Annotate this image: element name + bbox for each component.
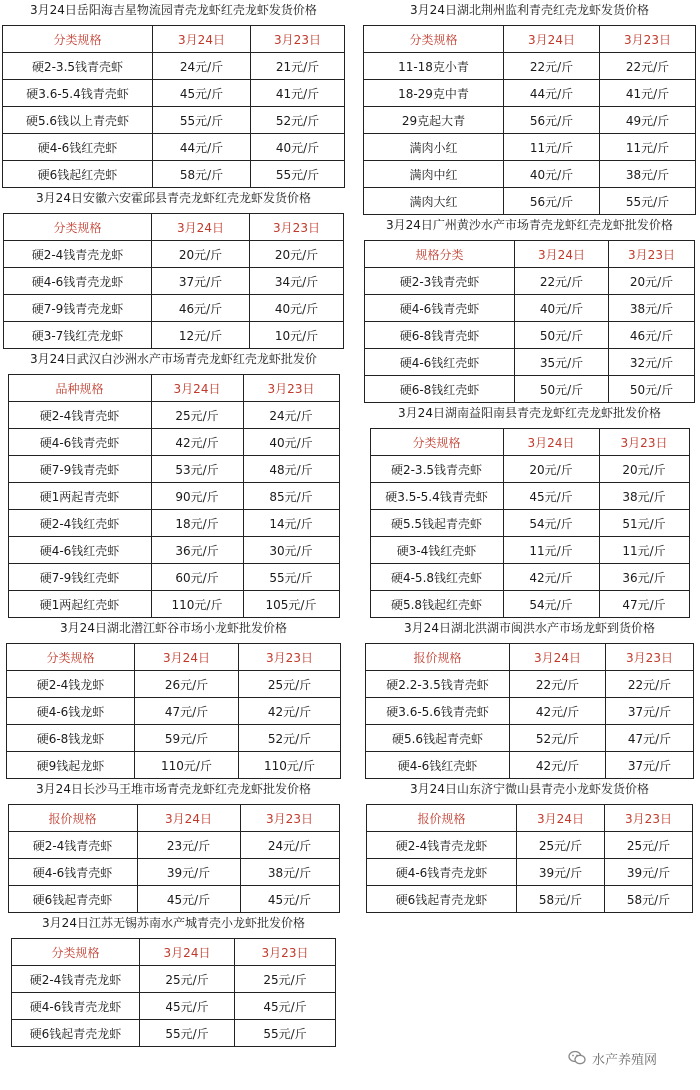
price-cell: 30元/斤 <box>243 537 339 564</box>
price-cell: 105元/斤 <box>243 591 339 618</box>
header-cell: 3月23日 <box>243 375 339 402</box>
table-row <box>3 53 345 80</box>
price-cell: 56元/斤 <box>504 107 600 134</box>
table-row <box>8 429 339 456</box>
table-row <box>364 134 696 161</box>
spec-cell: 硬4-5.8钱红壳虾 <box>370 564 503 591</box>
price-table <box>2 25 345 188</box>
price-cell: 12元/斤 <box>152 322 250 349</box>
table-row <box>4 241 344 268</box>
price-cell: 47元/斤 <box>606 725 694 752</box>
price-cell: 54元/斤 <box>503 510 599 537</box>
price-section <box>2 618 345 779</box>
table-row <box>4 295 344 322</box>
header-cell: 3月24日 <box>517 805 605 832</box>
table-row <box>3 107 345 134</box>
price-cell: 90元/斤 <box>151 483 243 510</box>
price-cell: 24元/斤 <box>153 53 251 80</box>
spec-cell: 硬2-4钱青壳龙虾 <box>367 832 517 859</box>
header-cell: 3月23日 <box>606 644 694 671</box>
price-cell: 25元/斤 <box>605 832 693 859</box>
price-cell: 110元/斤 <box>135 752 239 779</box>
price-cell: 58元/斤 <box>153 161 251 188</box>
price-section <box>2 913 345 1047</box>
price-cell: 39元/斤 <box>605 859 693 886</box>
price-cell: 22元/斤 <box>515 268 609 295</box>
table-row <box>12 993 336 1020</box>
spec-cell: 硬4-6钱青壳龙虾 <box>12 993 140 1020</box>
spec-cell: 11-18克小青 <box>364 53 504 80</box>
price-cell: 42元/斤 <box>151 429 243 456</box>
table-header-row <box>3 26 345 53</box>
spec-cell: 硬4-6钱红壳虾 <box>8 537 151 564</box>
header-cell: 3月23日 <box>609 241 695 268</box>
table-row <box>367 832 693 859</box>
spec-cell: 硬6钱起青壳虾 <box>8 886 137 913</box>
section-title: 3月24日武汉白沙洲水产市场青壳龙虾红壳龙虾批发价 <box>30 352 317 366</box>
table-row <box>367 886 693 913</box>
price-cell: 55元/斤 <box>235 1020 336 1047</box>
section-title: 3月24日湖北荆州监利青壳红壳龙虾发货价格 <box>410 3 649 17</box>
price-section <box>362 403 697 618</box>
section-title: 3月24日山东济宁微山县青壳小龙虾发货价格 <box>410 782 649 796</box>
spec-cell: 硬2.2-3.5钱青壳虾 <box>366 671 510 698</box>
header-cell: 3月23日 <box>605 805 693 832</box>
price-cell: 11元/斤 <box>504 134 600 161</box>
section-title: 3月24日长沙马王堆市场青壳龙虾红壳龙虾批发价格 <box>36 782 311 796</box>
price-cell: 45元/斤 <box>140 993 235 1020</box>
price-cell: 44元/斤 <box>153 134 251 161</box>
price-cell: 41元/斤 <box>600 80 696 107</box>
price-section <box>362 215 697 403</box>
header-cell: 报价规格 <box>367 805 517 832</box>
header-cell: 报价规格 <box>366 644 510 671</box>
table-row <box>4 322 344 349</box>
price-cell: 58元/斤 <box>517 886 605 913</box>
table-row <box>365 295 695 322</box>
spec-cell: 硬2-4钱青壳龙虾 <box>4 241 152 268</box>
price-table <box>363 25 696 215</box>
price-table <box>3 213 344 349</box>
table-row <box>8 886 339 913</box>
price-cell: 55元/斤 <box>153 107 251 134</box>
table-header-row <box>8 375 339 402</box>
table-row <box>4 268 344 295</box>
header-cell: 分类规格 <box>3 26 153 53</box>
section-title: 3月24日岳阳海吉星物流园青壳龙虾红壳龙虾发货价格 <box>30 3 317 17</box>
table-row <box>8 456 339 483</box>
price-cell: 42元/斤 <box>510 698 606 725</box>
table-row <box>12 1020 336 1047</box>
header-cell: 规格分类 <box>365 241 515 268</box>
table-row <box>370 483 689 510</box>
table-row <box>3 134 345 161</box>
table-row <box>365 268 695 295</box>
price-cell: 18元/斤 <box>151 510 243 537</box>
spec-cell: 满肉中红 <box>364 161 504 188</box>
spec-cell: 硬2-3.5钱青壳虾 <box>370 456 503 483</box>
price-cell: 48元/斤 <box>243 456 339 483</box>
spec-cell: 硬4-6钱红壳虾 <box>366 752 510 779</box>
price-cell: 40元/斤 <box>250 295 344 322</box>
spec-cell: 满肉小红 <box>364 134 504 161</box>
table-row <box>370 510 689 537</box>
price-cell: 22元/斤 <box>606 671 694 698</box>
spec-cell: 硬2-4钱青壳虾 <box>8 402 151 429</box>
spec-cell: 硬5.8钱起红壳虾 <box>370 591 503 618</box>
price-cell: 50元/斤 <box>609 376 695 403</box>
price-section <box>2 188 345 349</box>
table-row <box>12 966 336 993</box>
price-cell: 53元/斤 <box>151 456 243 483</box>
table-header-row <box>8 805 339 832</box>
price-cell: 49元/斤 <box>600 107 696 134</box>
price-cell: 45元/斤 <box>137 886 240 913</box>
section-title: 3月24日湖北潜江虾谷市场小龙虾批发价格 <box>60 621 287 635</box>
header-cell: 3月24日 <box>504 26 600 53</box>
spec-cell: 硬1两起红壳虾 <box>8 591 151 618</box>
price-section <box>362 618 697 779</box>
price-cell: 42元/斤 <box>503 564 599 591</box>
price-table <box>6 643 341 779</box>
header-cell: 3月24日 <box>151 375 243 402</box>
price-cell: 51元/斤 <box>599 510 689 537</box>
header-cell: 3月23日 <box>600 26 696 53</box>
price-cell: 39元/斤 <box>517 859 605 886</box>
price-cell: 45元/斤 <box>235 993 336 1020</box>
table-row <box>7 752 341 779</box>
price-cell: 36元/斤 <box>151 537 243 564</box>
price-cell: 26元/斤 <box>135 671 239 698</box>
header-cell: 报价规格 <box>8 805 137 832</box>
spec-cell: 硬2-3.5钱青壳虾 <box>3 53 153 80</box>
wechat-bubble-icon <box>568 1050 586 1066</box>
spec-cell: 硬6钱起青壳龙虾 <box>367 886 517 913</box>
price-cell: 39元/斤 <box>137 859 240 886</box>
header-cell: 3月23日 <box>240 805 339 832</box>
price-table <box>370 428 690 618</box>
spec-cell: 硬4-6钱红壳虾 <box>3 134 153 161</box>
price-cell: 45元/斤 <box>240 886 339 913</box>
header-cell: 分类规格 <box>364 26 504 53</box>
watermark <box>568 1047 692 1069</box>
price-cell: 38元/斤 <box>609 295 695 322</box>
table-row <box>8 537 339 564</box>
spec-cell: 18-29克中青 <box>364 80 504 107</box>
table-row <box>3 161 345 188</box>
spec-cell: 硬3-4钱红壳虾 <box>370 537 503 564</box>
header-cell: 3月24日 <box>510 644 606 671</box>
table-header-row <box>7 644 341 671</box>
price-table <box>11 938 336 1047</box>
table-row <box>367 859 693 886</box>
price-cell: 59元/斤 <box>135 725 239 752</box>
spec-cell: 硬5.6钱起青壳虾 <box>366 725 510 752</box>
price-section <box>2 0 345 188</box>
table-row <box>8 859 339 886</box>
price-cell: 46元/斤 <box>609 322 695 349</box>
spec-cell: 硬6钱起红壳虾 <box>3 161 153 188</box>
price-table <box>366 804 693 913</box>
right-column <box>362 0 697 913</box>
table-row <box>364 53 696 80</box>
table-row <box>365 376 695 403</box>
table-row <box>7 698 341 725</box>
price-cell: 40元/斤 <box>504 161 600 188</box>
price-table <box>364 240 695 403</box>
spec-cell: 硬4-6钱青壳虾 <box>8 429 151 456</box>
spec-cell: 硬4-6钱龙虾 <box>7 698 135 725</box>
table-row <box>364 188 696 215</box>
table-row <box>364 80 696 107</box>
table-row <box>370 564 689 591</box>
price-cell: 20元/斤 <box>599 456 689 483</box>
price-cell: 21元/斤 <box>251 53 345 80</box>
price-cell: 36元/斤 <box>599 564 689 591</box>
table-row <box>370 537 689 564</box>
left-column <box>2 0 345 1047</box>
header-cell: 品种规格 <box>8 375 151 402</box>
table-row <box>370 456 689 483</box>
table-header-row <box>366 644 694 671</box>
price-cell: 60元/斤 <box>151 564 243 591</box>
price-cell: 40元/斤 <box>243 429 339 456</box>
price-cell: 34元/斤 <box>250 268 344 295</box>
price-cell: 40元/斤 <box>515 295 609 322</box>
section-title: 3月24日江苏无锡苏南水产城青壳小龙虾批发价格 <box>42 916 305 930</box>
spec-cell: 硬2-4钱青壳虾 <box>8 832 137 859</box>
price-section <box>2 349 345 618</box>
price-cell: 42元/斤 <box>239 698 341 725</box>
price-cell: 24元/斤 <box>243 402 339 429</box>
price-section <box>362 779 697 913</box>
price-table <box>8 804 340 913</box>
price-cell: 24元/斤 <box>240 832 339 859</box>
price-cell: 56元/斤 <box>504 188 600 215</box>
table-row <box>8 832 339 859</box>
price-cell: 25元/斤 <box>239 671 341 698</box>
price-cell: 20元/斤 <box>609 268 695 295</box>
price-cell: 55元/斤 <box>140 1020 235 1047</box>
price-cell: 32元/斤 <box>609 349 695 376</box>
spec-cell: 硬2-4钱红壳虾 <box>8 510 151 537</box>
price-cell: 44元/斤 <box>504 80 600 107</box>
price-cell: 20元/斤 <box>503 456 599 483</box>
price-cell: 38元/斤 <box>599 483 689 510</box>
table-row <box>366 752 694 779</box>
section-title: 3月24日广州黄沙水产市场青壳龙虾红壳龙虾批发价格 <box>386 218 673 232</box>
spec-cell: 硬7-9钱青壳龙虾 <box>4 295 152 322</box>
table-header-row <box>12 939 336 966</box>
price-cell: 54元/斤 <box>503 591 599 618</box>
price-cell: 35元/斤 <box>515 349 609 376</box>
price-cell: 10元/斤 <box>250 322 344 349</box>
header-cell: 3月24日 <box>503 429 599 456</box>
spec-cell: 硬3-7钱红壳龙虾 <box>4 322 152 349</box>
spec-cell: 硬4-6钱青壳虾 <box>8 859 137 886</box>
header-cell: 分类规格 <box>4 214 152 241</box>
header-cell: 3月23日 <box>239 644 341 671</box>
spec-cell: 硬6-8钱龙虾 <box>7 725 135 752</box>
price-cell: 37元/斤 <box>606 752 694 779</box>
spec-cell: 硬4-6钱青壳虾 <box>365 295 515 322</box>
table-row <box>370 591 689 618</box>
table-header-row <box>364 26 696 53</box>
spec-cell: 硬2-3钱青壳虾 <box>365 268 515 295</box>
spec-cell: 硬5.6钱以上青壳虾 <box>3 107 153 134</box>
section-title: 3月24日安徽六安霍邱县青壳龙虾红壳龙虾发货价格 <box>36 191 311 205</box>
price-cell: 25元/斤 <box>517 832 605 859</box>
table-row <box>7 671 341 698</box>
spec-cell: 硬6-8钱青壳虾 <box>365 322 515 349</box>
price-cell: 42元/斤 <box>510 752 606 779</box>
price-cell: 110元/斤 <box>239 752 341 779</box>
price-cell: 52元/斤 <box>239 725 341 752</box>
price-cell: 11元/斤 <box>600 134 696 161</box>
header-cell: 分类规格 <box>12 939 140 966</box>
table-row <box>366 698 694 725</box>
price-cell: 47元/斤 <box>135 698 239 725</box>
spec-cell: 满肉大红 <box>364 188 504 215</box>
price-cell: 110元/斤 <box>151 591 243 618</box>
price-table <box>8 374 340 618</box>
header-cell: 3月23日 <box>599 429 689 456</box>
header-cell: 3月24日 <box>137 805 240 832</box>
table-header-row <box>365 241 695 268</box>
table-row <box>8 564 339 591</box>
spec-cell: 硬7-9钱青壳虾 <box>8 456 151 483</box>
price-cell: 22元/斤 <box>510 671 606 698</box>
spec-cell: 硬1两起青壳虾 <box>8 483 151 510</box>
table-row <box>8 510 339 537</box>
table-row <box>365 349 695 376</box>
spec-cell: 硬6钱起青壳龙虾 <box>12 1020 140 1047</box>
table-row <box>366 671 694 698</box>
price-cell: 45元/斤 <box>503 483 599 510</box>
price-cell: 52元/斤 <box>251 107 345 134</box>
price-cell: 46元/斤 <box>152 295 250 322</box>
price-cell: 25元/斤 <box>235 966 336 993</box>
table-row <box>8 483 339 510</box>
table-header-row <box>370 429 689 456</box>
price-cell: 38元/斤 <box>240 859 339 886</box>
spec-cell: 硬6-8钱红壳虾 <box>365 376 515 403</box>
price-cell: 23元/斤 <box>137 832 240 859</box>
spec-cell: 硬4-6钱青壳龙虾 <box>4 268 152 295</box>
table-row <box>8 402 339 429</box>
price-section <box>362 0 697 215</box>
price-cell: 40元/斤 <box>251 134 345 161</box>
price-cell: 25元/斤 <box>151 402 243 429</box>
price-cell: 11元/斤 <box>599 537 689 564</box>
section-title: 3月24日湖北洪湖市闽洪水产市场龙虾到货价格 <box>404 621 655 635</box>
spec-cell: 硬4-6钱青壳龙虾 <box>367 859 517 886</box>
watermark-text: 水产养殖网 <box>592 1052 658 1068</box>
price-cell: 14元/斤 <box>243 510 339 537</box>
table-row <box>3 80 345 107</box>
spec-cell: 硬3.5-5.4钱青壳虾 <box>370 483 503 510</box>
header-cell: 3月24日 <box>135 644 239 671</box>
spec-cell: 硬2-4钱青壳龙虾 <box>12 966 140 993</box>
header-cell: 3月23日 <box>235 939 336 966</box>
header-cell: 3月23日 <box>251 26 345 53</box>
price-cell: 20元/斤 <box>250 241 344 268</box>
price-cell: 37元/斤 <box>152 268 250 295</box>
header-cell: 分类规格 <box>7 644 135 671</box>
table-row <box>366 725 694 752</box>
price-cell: 50元/斤 <box>515 376 609 403</box>
spec-cell: 硬3.6-5.4钱青壳虾 <box>3 80 153 107</box>
table-row <box>7 725 341 752</box>
spec-cell: 硬7-9钱红壳虾 <box>8 564 151 591</box>
table-header-row <box>367 805 693 832</box>
price-table <box>365 643 694 779</box>
header-cell: 3月23日 <box>250 214 344 241</box>
price-cell: 55元/斤 <box>251 161 345 188</box>
table-row <box>364 107 696 134</box>
header-cell: 3月24日 <box>153 26 251 53</box>
header-cell: 分类规格 <box>370 429 503 456</box>
spec-cell: 硬5.5钱起青壳虾 <box>370 510 503 537</box>
header-cell: 3月24日 <box>515 241 609 268</box>
spec-cell: 硬9钱起龙虾 <box>7 752 135 779</box>
table-header-row <box>4 214 344 241</box>
spec-cell: 硬2-4钱龙虾 <box>7 671 135 698</box>
price-cell: 38元/斤 <box>600 161 696 188</box>
spec-cell: 硬4-6钱红壳虾 <box>365 349 515 376</box>
price-cell: 47元/斤 <box>599 591 689 618</box>
price-cell: 55元/斤 <box>243 564 339 591</box>
price-cell: 11元/斤 <box>503 537 599 564</box>
price-cell: 52元/斤 <box>510 725 606 752</box>
price-cell: 50元/斤 <box>515 322 609 349</box>
price-cell: 20元/斤 <box>152 241 250 268</box>
table-row <box>8 591 339 618</box>
table-row <box>365 322 695 349</box>
table-row <box>364 161 696 188</box>
price-cell: 22元/斤 <box>504 53 600 80</box>
spec-cell: 29克起大青 <box>364 107 504 134</box>
price-cell: 58元/斤 <box>605 886 693 913</box>
price-cell: 45元/斤 <box>153 80 251 107</box>
spec-cell: 硬3.6-5.6钱青壳虾 <box>366 698 510 725</box>
price-cell: 37元/斤 <box>606 698 694 725</box>
price-cell: 41元/斤 <box>251 80 345 107</box>
header-cell: 3月24日 <box>152 214 250 241</box>
price-cell: 25元/斤 <box>140 966 235 993</box>
header-cell: 3月24日 <box>140 939 235 966</box>
price-cell: 85元/斤 <box>243 483 339 510</box>
price-cell: 55元/斤 <box>600 188 696 215</box>
price-section <box>2 779 345 913</box>
price-cell: 22元/斤 <box>600 53 696 80</box>
section-title: 3月24日湖南益阳南县青壳龙虾红壳龙虾批发价格 <box>398 406 661 420</box>
